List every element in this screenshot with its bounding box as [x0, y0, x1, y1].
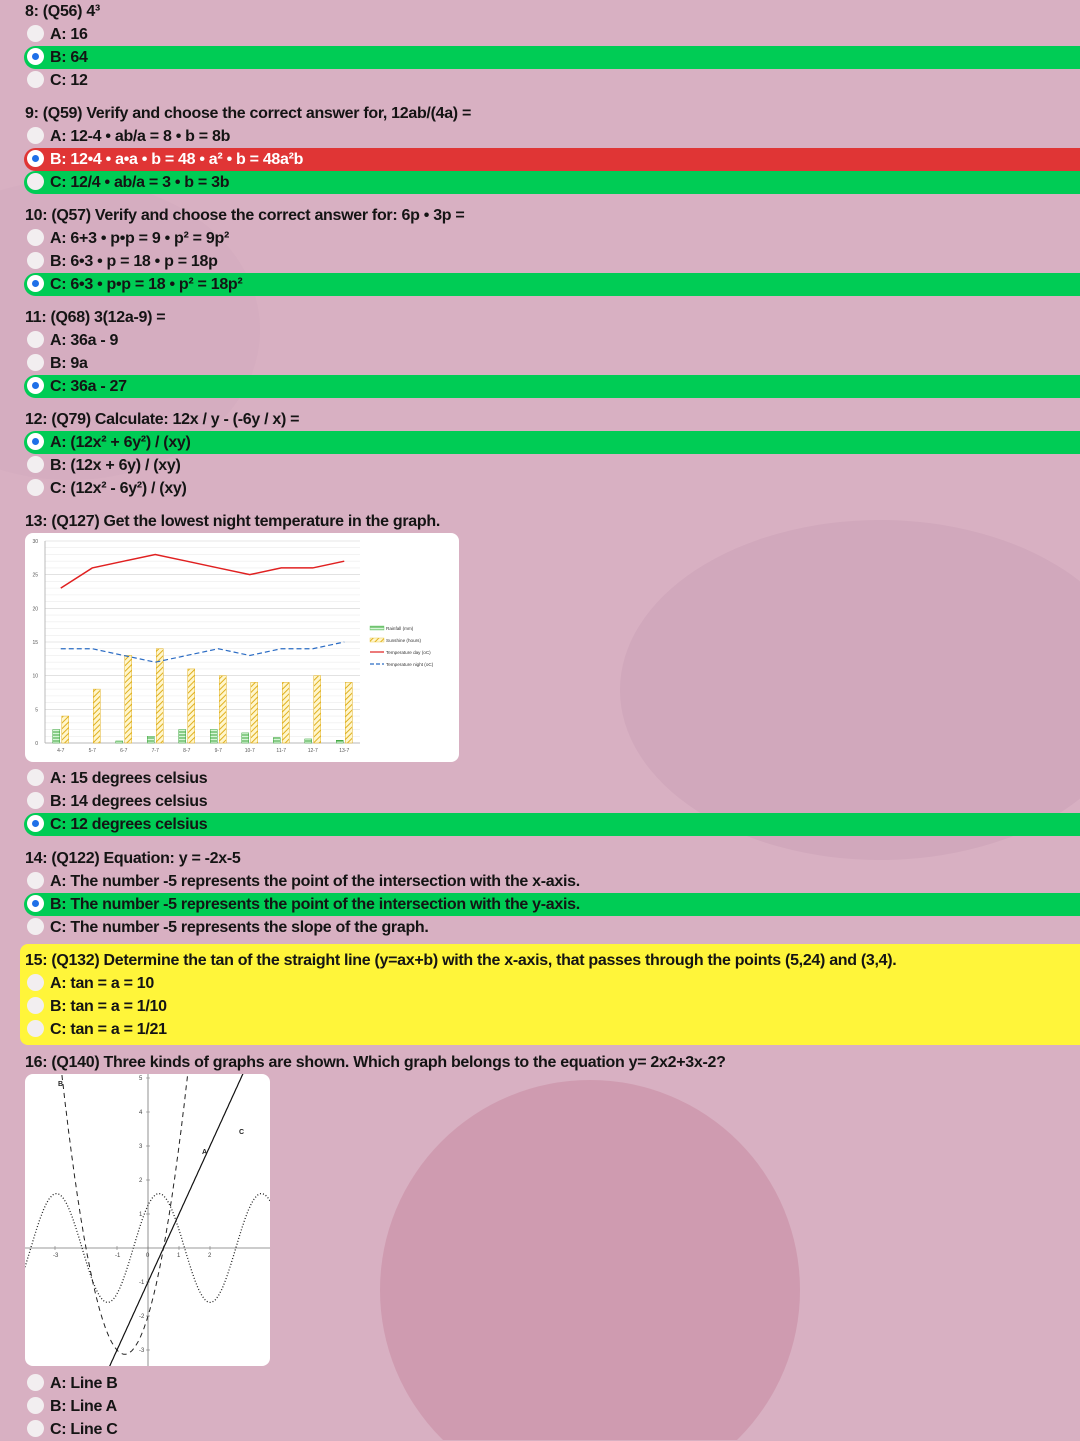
option-label: B: 64 [50, 49, 88, 66]
question-10-title: 10: (Q57) Verify and choose the correct answer for: 6p • 3p = [25, 207, 465, 224]
question-13-option-c[interactable] [24, 813, 1080, 836]
temperature-day-line [61, 554, 345, 588]
question-13-title: 13: (Q127) Get the lowest night temperature in the graph. [25, 513, 440, 530]
x-tick-label: 5-7 [88, 748, 96, 754]
rainfall-bar [116, 741, 123, 743]
question-9-option-b[interactable] [24, 148, 1080, 171]
question-12-option-b[interactable] [24, 454, 1080, 477]
option-label: C: (12x² - 6y²) / (xy) [50, 480, 187, 497]
option-label: A: 36a - 9 [50, 332, 119, 349]
legend-swatch [370, 638, 384, 642]
option-label: C: 36a - 27 [50, 378, 127, 395]
question-10-option-c[interactable] [24, 273, 1080, 296]
option-label: A: 12-4 • ab/a = 8 • b = 8b [50, 128, 231, 145]
x-tick-label: -1 [115, 1253, 121, 1259]
weather-chart-svg [25, 533, 459, 762]
rainfall-bar [179, 730, 186, 743]
question-16-option-c[interactable] [24, 1418, 1080, 1441]
sunshine-bar [188, 669, 195, 743]
question-9-option-a[interactable] [24, 125, 1080, 148]
rainfall-bar [210, 730, 217, 743]
radio-button-icon[interactable] [27, 872, 44, 889]
x-tick-label: 11-7 [276, 748, 287, 754]
radio-button-icon[interactable] [27, 71, 44, 88]
curve-b-label: B [58, 1081, 64, 1088]
rainfall-bar [242, 733, 249, 743]
sunshine-bar [93, 689, 100, 743]
function-graph-svg [25, 1074, 270, 1366]
option-label: C: The number -5 represents the slope of the graph. [50, 919, 429, 936]
sunshine-bar [314, 676, 321, 743]
radio-button-icon[interactable] [27, 354, 44, 371]
rainfall-bar [336, 740, 343, 743]
question-9-title: 9: (Q59) Verify and choose the correct answer for, 12ab/(4a) = [25, 105, 472, 122]
radio-button-icon[interactable] [27, 331, 44, 348]
question-11-option-a[interactable] [24, 329, 1080, 352]
question-8-option-b[interactable] [24, 46, 1080, 69]
curve-c-line [101, 1074, 252, 1366]
y-tick-label: 20 [32, 606, 38, 613]
temperature-night-line [61, 642, 345, 662]
question-15-title: 15: (Q132) Determine the tan of the straight line (y=ax+b) with the x-axis, that passes through the points (5,24) and (3,4). [25, 952, 897, 969]
option-label: A: 6+3 • p•p = 9 • p² = 9p² [50, 230, 229, 247]
question-11-option-c[interactable] [24, 375, 1080, 398]
question-10-option-a[interactable] [24, 227, 1080, 250]
y-tick-label: -1 [139, 1280, 145, 1286]
option-label: A: Line B [50, 1375, 118, 1392]
option-label: B: tan = a = 1/10 [50, 998, 167, 1015]
question-14-option-a[interactable] [24, 870, 1080, 893]
radio-button-icon[interactable] [27, 1397, 44, 1414]
question-12-option-c[interactable] [24, 477, 1080, 500]
question-13-option-a[interactable] [24, 767, 1080, 790]
sunshine-bar [282, 682, 289, 743]
sunshine-bar [156, 649, 163, 743]
question-16-option-b[interactable] [24, 1395, 1080, 1418]
option-label: B: 14 degrees celsius [50, 793, 208, 810]
legend-label: Temperature night (oC) [386, 662, 434, 667]
question-14-option-c[interactable] [24, 916, 1080, 939]
option-label: B: Line A [50, 1398, 117, 1415]
curve-b-line [60, 1074, 190, 1354]
y-tick-label: 4 [139, 1110, 143, 1116]
radio-button-icon[interactable] [27, 997, 44, 1014]
rainfall-bar [53, 730, 60, 743]
question-16-option-a[interactable] [24, 1372, 1080, 1395]
option-label: A: tan = a = 10 [50, 975, 154, 992]
x-tick-label: 10-7 [244, 748, 255, 754]
y-tick-label: 25 [32, 572, 38, 579]
question-8-option-c[interactable] [24, 69, 1080, 92]
x-tick-label: 0 [146, 1253, 150, 1259]
y-tick-label: -2 [139, 1314, 145, 1320]
sunshine-bar [62, 716, 69, 743]
radio-button-icon[interactable] [27, 173, 44, 190]
radio-button-icon[interactable] [27, 974, 44, 991]
question-14-title: 14: (Q122) Equation: y = -2x-5 [25, 850, 241, 867]
option-label: A: (12x² + 6y²) / (xy) [50, 434, 191, 451]
y-tick-label: 2 [139, 1178, 143, 1184]
sunshine-bar [251, 682, 258, 743]
legend-label: Rainfall (mm) [386, 626, 414, 631]
radio-button-icon[interactable] [27, 815, 44, 832]
legend-label: Temperature day (oC) [386, 650, 431, 655]
radio-button-icon[interactable] [27, 456, 44, 473]
legend-swatch [370, 626, 384, 630]
x-tick-label: 8-7 [183, 748, 191, 754]
x-tick-label: 7-7 [151, 748, 159, 754]
question-12-title: 12: (Q79) Calculate: 12x / y - (-6y / x) = [25, 411, 300, 428]
y-tick-label: 0 [35, 741, 38, 747]
question-10-option-b[interactable] [24, 250, 1080, 273]
radio-button-icon[interactable] [27, 252, 44, 269]
rainfall-bar [305, 739, 312, 743]
question-15-option-b[interactable] [24, 995, 1080, 1018]
x-tick-label: 6-7 [120, 748, 128, 754]
radio-button-icon[interactable] [27, 1420, 44, 1437]
question-15-option-a[interactable] [24, 972, 1080, 995]
x-tick-label: 4-7 [57, 748, 65, 754]
x-tick-label: 2 [208, 1253, 212, 1259]
option-label: C: Line C [50, 1421, 118, 1438]
curve-a-label: A [202, 1149, 208, 1156]
y-tick-label: 10 [32, 673, 38, 680]
question-11-title: 11: (Q68) 3(12a-9) = [25, 309, 166, 326]
option-label: A: The number -5 represents the point of the intersection with the x-axis. [50, 873, 580, 890]
option-label: C: 6•3 • p•p = 18 • p² = 18p² [50, 276, 243, 293]
radio-button-icon[interactable] [27, 1020, 44, 1037]
radio-button-icon[interactable] [27, 1374, 44, 1391]
curve-c-label: C [239, 1129, 245, 1136]
radio-button-icon[interactable] [27, 48, 44, 65]
option-label: C: 12 [50, 72, 88, 89]
option-label: A: 15 degrees celsius [50, 770, 208, 787]
x-tick-label: 12-7 [307, 748, 318, 754]
option-label: B: The number -5 represents the point of the intersection with the y-axis. [50, 896, 580, 913]
x-tick-label: 1 [177, 1253, 181, 1259]
radio-button-icon[interactable] [27, 25, 44, 42]
option-label: B: 12•4 • a•a • b = 48 • a² • b = 48a²b [50, 151, 304, 168]
radio-button-icon[interactable] [27, 150, 44, 167]
radio-button-icon[interactable] [27, 275, 44, 292]
option-label: A: 16 [50, 26, 88, 43]
y-tick-label: -3 [139, 1348, 145, 1354]
option-label: B: 9a [50, 355, 88, 372]
y-tick-label: 5 [35, 707, 38, 714]
sunshine-bar [345, 682, 352, 743]
option-label: C: 12/4 • ab/a = 3 • b = 3b [50, 174, 230, 191]
question-13-option-b[interactable] [24, 790, 1080, 813]
rainfall-bar [273, 738, 280, 743]
question-12-option-a[interactable] [24, 431, 1080, 454]
radio-button-icon[interactable] [27, 377, 44, 394]
option-label: C: tan = a = 1/21 [50, 1021, 167, 1038]
question-8-option-a[interactable] [24, 23, 1080, 46]
y-tick-label: 30 [32, 539, 38, 545]
question-8-title: 8: (Q56) 4³ [25, 3, 100, 20]
radio-button-icon[interactable] [27, 229, 44, 246]
question-14-option-b[interactable] [24, 893, 1080, 916]
question-15-option-c[interactable] [24, 1018, 1080, 1041]
rainfall-bar [147, 736, 154, 743]
radio-button-icon[interactable] [27, 792, 44, 809]
y-tick-label: 1 [139, 1212, 143, 1218]
option-label: B: (12x + 6y) / (xy) [50, 457, 181, 474]
option-label: C: 12 degrees celsius [50, 816, 208, 833]
radio-button-icon[interactable] [27, 769, 44, 786]
question-16-title: 16: (Q140) Three kinds of graphs are shown. Which graph belongs to the equation y= 2x2+3x-2? [25, 1054, 726, 1071]
sunshine-bar [219, 676, 226, 743]
radio-button-icon[interactable] [27, 918, 44, 935]
y-tick-label: 15 [32, 640, 38, 646]
x-tick-label: -3 [53, 1253, 59, 1259]
weather-chart [25, 533, 459, 762]
question-11-option-b[interactable] [24, 352, 1080, 375]
radio-button-icon[interactable] [27, 895, 44, 912]
sunshine-bar [125, 655, 132, 743]
radio-button-icon[interactable] [27, 127, 44, 144]
legend-label: Sunshine (hours) [386, 638, 421, 643]
y-tick-label: 5 [139, 1076, 143, 1082]
y-tick-label: 3 [139, 1144, 143, 1150]
option-label: B: 6•3 • p = 18 • p = 18p [50, 253, 218, 270]
x-tick-label: 13-7 [339, 748, 350, 754]
radio-button-icon[interactable] [27, 433, 44, 450]
function-graph-chart [25, 1074, 270, 1366]
x-tick-label: 9-7 [214, 748, 222, 754]
question-9-option-c[interactable] [24, 171, 1080, 194]
radio-button-icon[interactable] [27, 479, 44, 496]
